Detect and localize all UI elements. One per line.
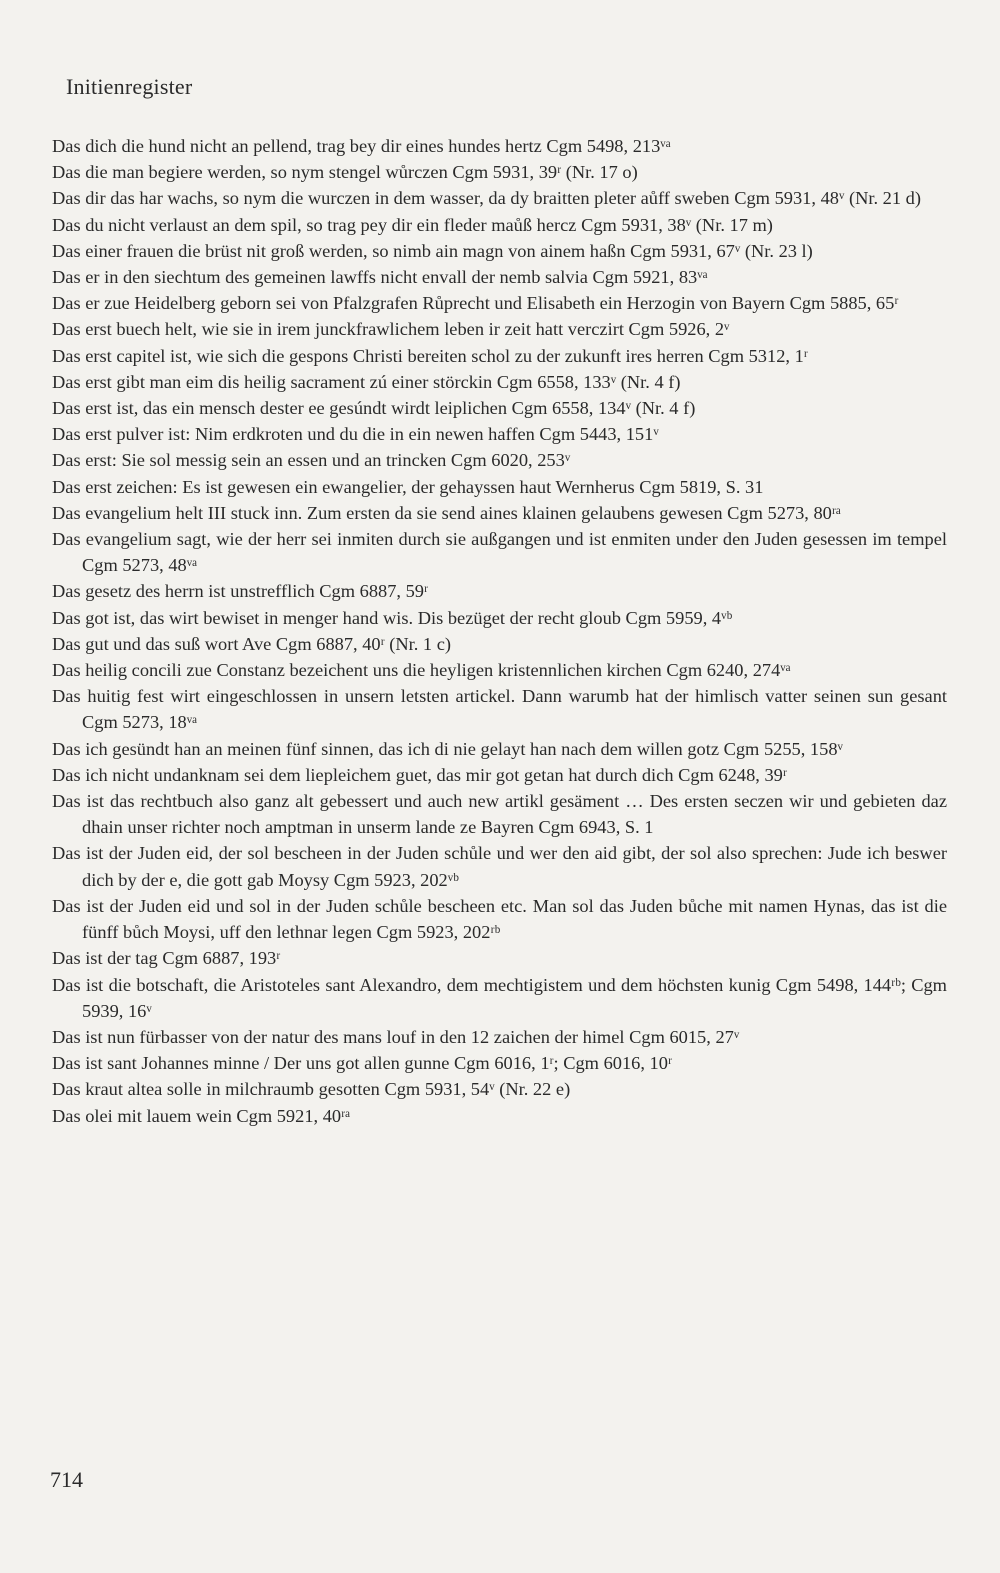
index-entry: Das ist der tag Cgm 6887, 193ʳ [52,948,281,969]
index-entry: Das ich nicht undanknam sei dem liepleichem guet, das mir got getan hat durch dich Cgm 6248, 39ʳ [52,764,787,785]
index-entry: Das got ist, das wirt bewiset in menger hand wis. Dis bezüget der recht gloub Cgm 5959, 4ᵛᵇ [52,607,733,628]
index-entry: Das erst: Sie sol messig sein an essen und an trincken Cgm 6020, 253ᵛ [52,450,571,471]
index-entry: Das heilig concili zue Constanz bezeichent uns die heyligen kristennlichen kirchen Cgm 6240, 274ᵛᵃ [52,660,791,681]
index-entry: Das erst zeichen: Es ist gewesen ein ewangelier, der gehayssen haut Wernherus Cgm 5819, S. 31 [52,476,764,497]
index-entry: Das dir das har wachs, so nym die wurczen in dem wasser, da dy braitten pleter aůff sweben Cgm 5931, 48ᵛ (Nr. 21 d) [52,188,921,209]
index-entry: Das ist das rechtbuch also ganz alt gebessert und auch new artikl gesäment … Des ersten seczen wir und gebieten daz dhain unser richter noch amptman in unserm lande ze Bayren Cgm 6943, S. 1 [52,791,947,838]
index-entry: Das ist der Juden eid, der sol bescheen in der Juden schůle und wer den aid gibt, der sol also sprechen: Jude ich beswer dich by der e, die gott gab Moysy Cgm 5923, 202ᵛᵇ [52,843,947,890]
index-entry: Das gesetz des herrn ist unstrefflich Cgm 6887, 59ʳ [52,581,428,602]
index-entry: Das erst ist, das ein mensch dester ee gesúndt wirdt leiplichen Cgm 6558, 134ᵛ (Nr. 4 f) [52,398,696,419]
index-entry: Das ich gesündt han an meinen fünf sinnen, das ich di nie gelayt han nach dem willen gotz Cgm 5255, 158ᵛ [52,738,843,759]
index-entry: Das gut und das suß wort Ave Cgm 6887, 40ʳ (Nr. 1 c) [52,633,452,654]
index-entry: Das evangelium sagt, wie der herr sei inmiten durch sie außgangen und ist enmiten under den Juden gesessen im tempel Cgm 5273, 48ᵛᵃ [52,529,947,576]
index-entry: Das erst pulver ist: Nim erdkroten und du die in ein newen haffen Cgm 5443, 151ᵛ [52,424,659,445]
index-entry: Das kraut altea solle in milchraumb gesotten Cgm 5931, 54ᵛ (Nr. 22 e) [52,1079,571,1100]
index-entry: Das ist nun fürbasser von der natur des mans louf in den 12 zaichen der himel Cgm 6015, 27ᵛ [52,1026,740,1047]
index-entry: Das ist sant Johannes minne / Der uns got allen gunne Cgm 6016, 1ʳ; Cgm 6016, 10ʳ [52,1053,672,1074]
index-entries [52,133,947,1129]
index-entry: Das einer frauen die brüst nit groß werden, so nimb ain magn von ainem haßn Cgm 5931, 67ᵛ (Nr. 23 l) [52,240,813,261]
index-entry: Das dich die hund nicht an pellend, trag bey dir eines hundes hertz Cgm 5498, 213ᵛᵃ [52,136,671,156]
index-entry: Das olei mit lauem wein Cgm 5921, 40ʳᵃ [52,1105,351,1126]
index-entry: Das er zue Heidelberg geborn sei von Pfalzgrafen Růprecht und Elisabeth ein Herzogin von Bayern Cgm 5885, 65ʳ [52,293,899,314]
page-number: 714 [50,1467,83,1492]
index-entry: Das ist die botschaft, die Aristoteles sant Alexandro, dem mechtigistem und dem höchsten kunig Cgm 5498, 144ʳᵇ; Cgm 5939, 16ᵛ [52,974,947,1021]
index-entry: Das erst buech helt, wie sie in irem junckfrawlichem leben ir zeit hatt verczirt Cgm 5926, 2ᵛ [52,319,730,340]
running-head: Initienregister [66,74,193,99]
index-entry: Das erst gibt man eim dis heilig sacrament zú einer störckin Cgm 6558, 133ᵛ (Nr. 4 f) [52,371,681,392]
index-entry: Das er in den siechtum des gemeinen lawffs nicht envall der nemb salvia Cgm 5921, 83ᵛᵃ [52,267,708,288]
index-entry: Das die man begiere werden, so nym stengel wůrczen Cgm 5931, 39ʳ (Nr. 17 o) [52,162,638,183]
index-entry: Das du nicht verlaust an dem spil, so trag pey dir ein fleder maůß hercz Cgm 5931, 38ᵛ (Nr. 17 m) [52,214,773,235]
index-entry: Das evangelium helt III stuck inn. Zum ersten da sie send aines klainen gelaubens gewesen Cgm 5273, 80ʳᵃ [52,502,841,523]
index-entry: Das huitig fest wirt eingeschlossen in unsern letsten artickel. Dann warumb hat der himlisch vatter seinen sun gesant Cgm 5273, 18ᵛᵃ [52,686,947,733]
index-entry: Das erst capitel ist, wie sich die gespons Christi bereiten schol zu der zukunft ires herren Cgm 5312, 1ʳ [52,345,808,366]
index-entry: Das ist der Juden eid und sol in der Juden schůle bescheen etc. Man sol das Juden bůche mit namen Hynas, das ist die fünff bůch Moysi, uff den lethnar legen Cgm 5923, 202ʳᵇ [52,895,947,943]
